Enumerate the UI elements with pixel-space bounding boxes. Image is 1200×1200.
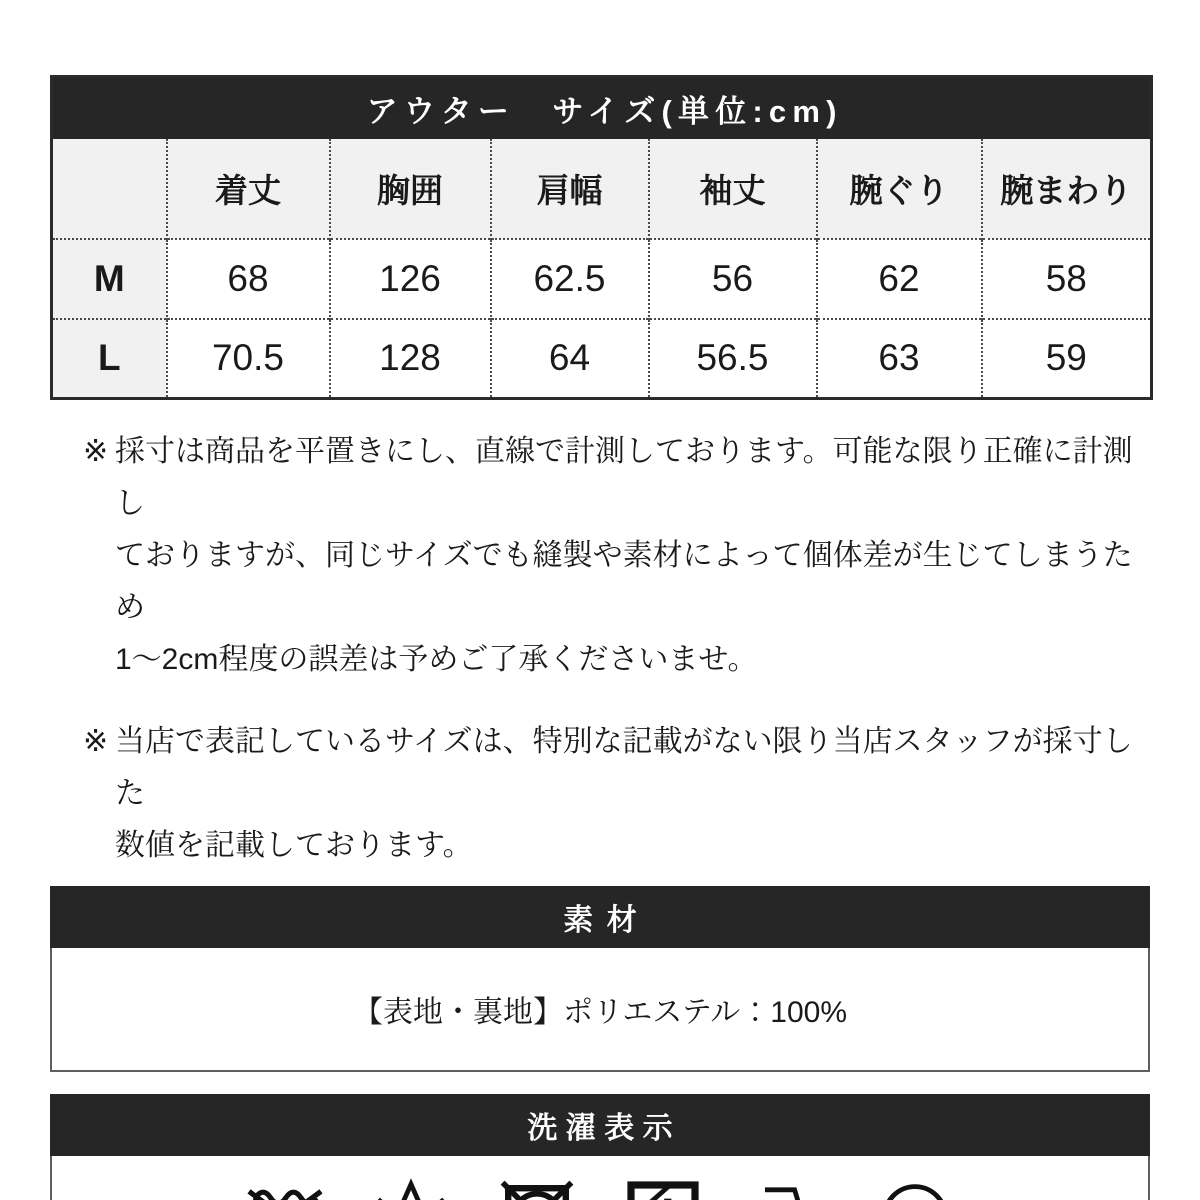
note-line: 数値を記載しております。	[115, 829, 473, 862]
cell-m-shoulder: 62.5	[491, 239, 649, 319]
laundry-section	[50, 1094, 1150, 1200]
dry-clean-F-icon	[875, 1177, 955, 1200]
note-marker: ※	[83, 435, 109, 468]
corner-cell	[52, 139, 167, 239]
note-measurement	[83, 426, 1150, 686]
cell-m-chest: 126	[330, 239, 491, 319]
cell-m-arm-width: 58	[982, 239, 1152, 319]
do-not-wash-icon	[245, 1177, 325, 1200]
column-header-arm-width: 腕まわり	[982, 139, 1152, 239]
cell-l-armhole: 63	[817, 319, 982, 399]
material-header-label: 素材	[563, 904, 651, 937]
cell-l-sleeve: 56.5	[649, 319, 817, 399]
cell-m-length: 68	[167, 239, 330, 319]
cell-l-chest: 128	[330, 319, 491, 399]
column-header-row	[52, 139, 1152, 239]
material-text: 【表地・裏地】ポリエステル：100%	[352, 996, 848, 1029]
row-label-m: M	[52, 239, 167, 319]
note-line: 1〜2cm程度の誤差は予めご了承くださいませ。	[115, 643, 758, 676]
note-text	[115, 426, 1150, 686]
care-symbols-row	[50, 1156, 1150, 1200]
cell-m-armhole: 62	[817, 239, 982, 319]
cell-l-shoulder: 64	[491, 319, 649, 399]
column-header-armhole: 腕ぐり	[817, 139, 982, 239]
note-staff-measured	[83, 716, 1150, 872]
page-content	[50, 75, 1150, 1200]
notes	[50, 426, 1150, 872]
note-marker: ※	[83, 725, 109, 758]
size-chart-table	[50, 75, 1153, 400]
table-row-m	[52, 239, 1152, 319]
material-section	[50, 886, 1150, 1072]
cell-m-sleeve: 56	[649, 239, 817, 319]
note-line: 当店で表記しているサイズは、特別な記載がない限り当店スタッフが採寸した	[115, 725, 1133, 810]
column-header-chest: 胸囲	[330, 139, 491, 239]
table-row-l	[52, 319, 1152, 399]
column-header-length: 着丈	[167, 139, 330, 239]
do-not-bleach-icon	[371, 1177, 451, 1200]
title-row	[52, 77, 1152, 139]
line-dry-in-shade-icon	[623, 1177, 703, 1200]
size-chart-title: アウター サイズ(単位:cm)	[52, 77, 1152, 139]
cell-l-length: 70.5	[167, 319, 330, 399]
laundry-header	[50, 1094, 1150, 1156]
note-line: ておりますが、同じサイズでも縫製や素材によって個体差が生じてしまうため	[115, 539, 1133, 624]
cell-l-arm-width: 59	[982, 319, 1152, 399]
note-text	[115, 716, 1150, 872]
column-header-shoulder: 肩幅	[491, 139, 649, 239]
iron-low-temp-icon	[749, 1177, 829, 1200]
laundry-header-label: 洗濯表示	[527, 1112, 681, 1145]
row-label-l: L	[52, 319, 167, 399]
do-not-tumble-dry-icon	[497, 1177, 577, 1200]
column-header-sleeve: 袖丈	[649, 139, 817, 239]
material-body	[50, 948, 1150, 1072]
note-line: 採寸は商品を平置きにし、直線で計測しております。可能な限り正確に計測し	[115, 435, 1133, 520]
material-header	[50, 886, 1150, 948]
